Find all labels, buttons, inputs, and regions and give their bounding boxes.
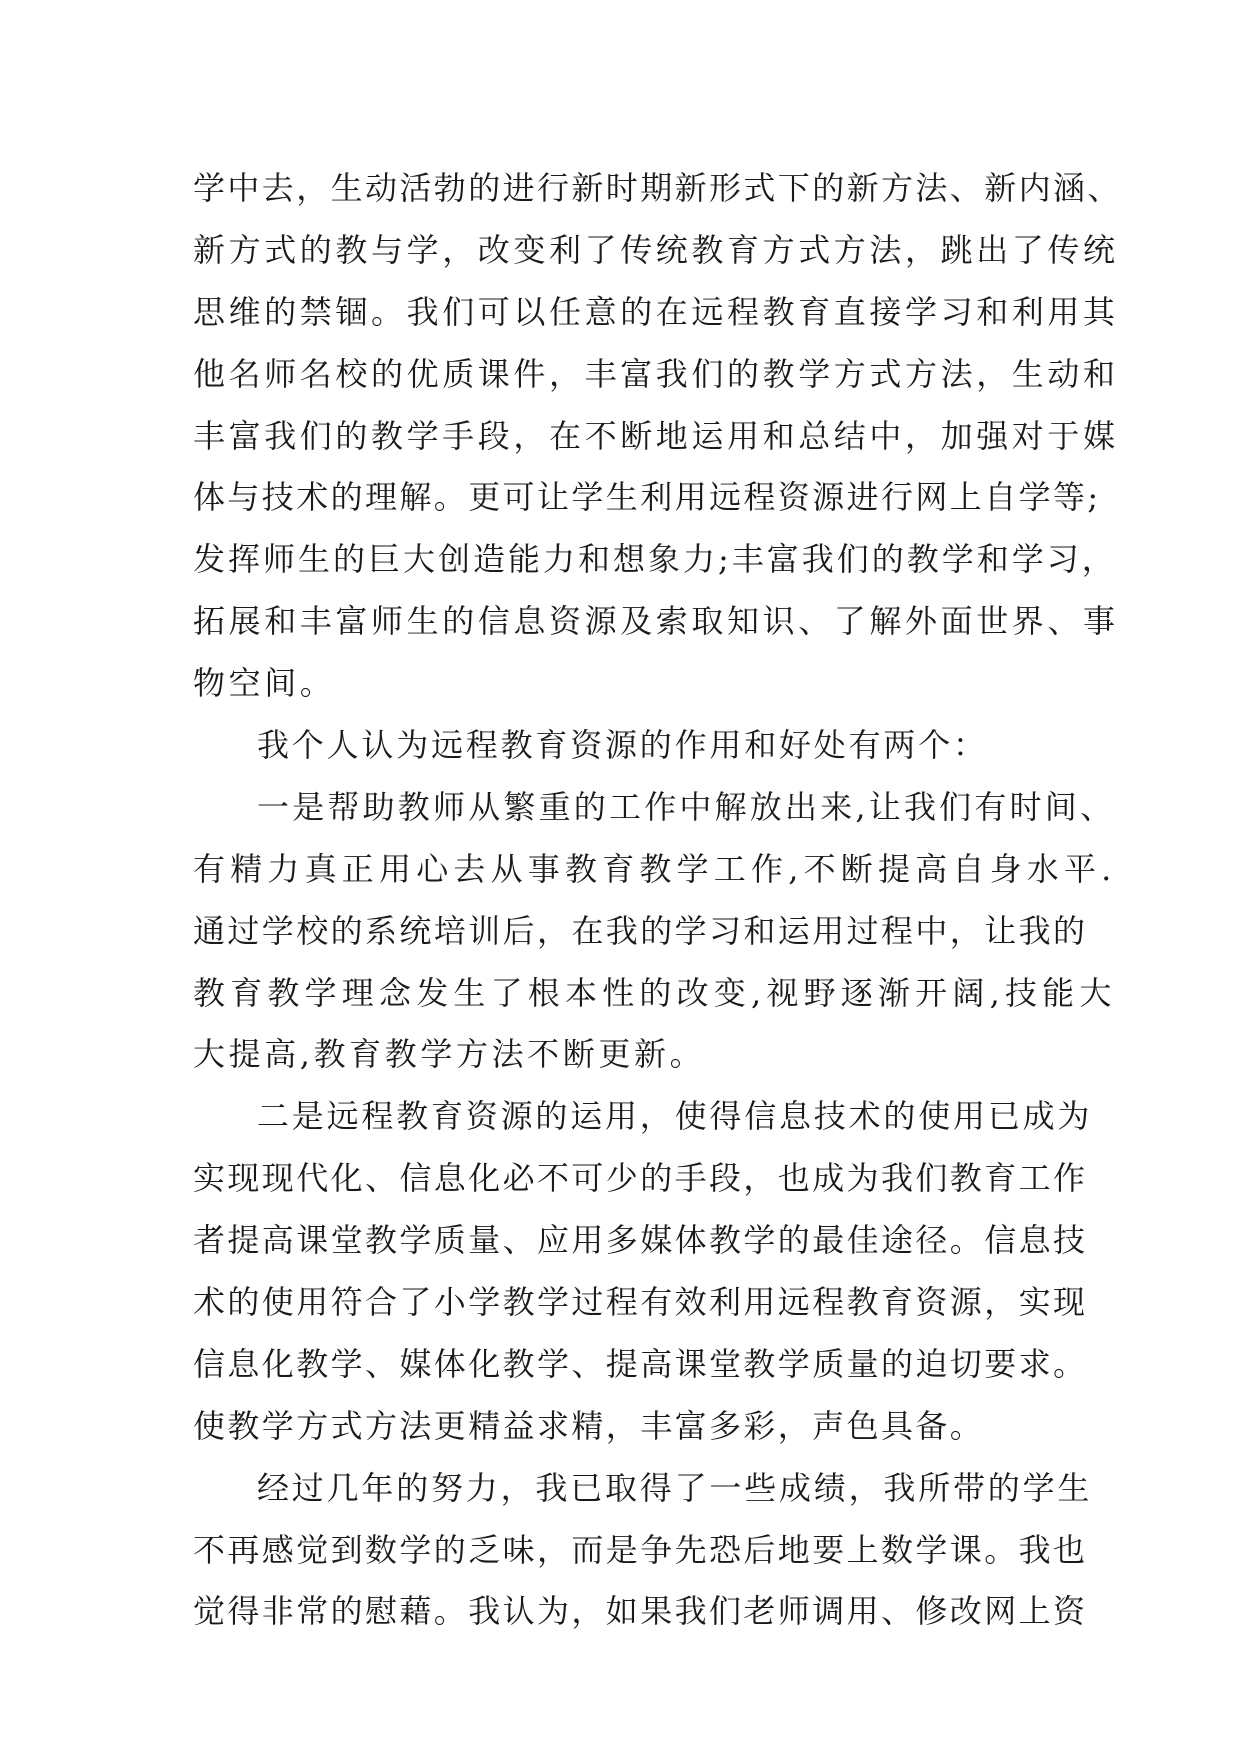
text-line: 术的使用符合了小学教学过程有效利用远程教育资源，实现 bbox=[193, 1283, 1088, 1322]
text-line: 我个人认为远程教育资源的作用和好处有两个： bbox=[257, 726, 988, 765]
text-line: 通过学校的系统培训后，在我的学习和运用过程中，让我的 bbox=[193, 911, 1088, 950]
text-line: 丰富我们的教学手段，在不断地运用和总结中，加强对于媒 bbox=[193, 416, 1119, 455]
text-line: 实现现代化、信息化必不可少的手段，也成为我们教育工作 bbox=[193, 1159, 1088, 1198]
text-line: 发挥师生的巨大创造能力和想象力;丰富我们的教学和学习， bbox=[193, 540, 1117, 579]
text-line: 不再感觉到数学的乏味，而是争先恐后地要上数学课。我也 bbox=[193, 1530, 1088, 1569]
text-line: 体与技术的理解。更可让学生利用远程资源进行网上自学等; bbox=[193, 478, 1101, 517]
text-line: 一是帮助教师从繁重的工作中解放出来,让我们有时间、 bbox=[257, 787, 1116, 826]
body-text bbox=[193, 158, 1122, 1643]
text-line: 思维的禁锢。我们可以任意的在远程教育直接学习和利用其 bbox=[193, 292, 1119, 331]
text-line: 经过几年的努力，我已取得了一些成绩，我所带的学生 bbox=[257, 1468, 1093, 1507]
text-line: 二是远程教育资源的运用，使得信息技术的使用已成为 bbox=[257, 1097, 1093, 1136]
text-line: 他名师名校的优质课件，丰富我们的教学方式方法，生动和 bbox=[193, 354, 1119, 393]
text-line: 使教学方式方法更精益求精，丰富多彩，声色具备。 bbox=[193, 1406, 985, 1445]
text-line: 拓展和丰富师生的信息资源及索取知识、了解外面世界、事 bbox=[193, 602, 1119, 641]
text-line: 物空间。 bbox=[193, 664, 336, 703]
text-line: 者提高课堂教学质量、应用多媒体教学的最佳途径。信息技 bbox=[193, 1221, 1088, 1260]
text-line: 有精力真正用心去从事教育教学工作,不断提高自身水平. bbox=[193, 849, 1117, 888]
text-line: 信息化教学、媒体化教学、提高课堂教学质量的迫切要求。 bbox=[193, 1344, 1088, 1383]
text-line: 新方式的教与学，改变利了传统教育方式方法，跳出了传统 bbox=[193, 230, 1119, 269]
text-line: 觉得非常的慰藉。我认为，如果我们老师调用、修改网上资 bbox=[193, 1592, 1088, 1631]
text-line: 教育教学理念发生了根本性的改变,视野逐渐开阔,技能大 bbox=[193, 973, 1117, 1012]
text-line: 学中去，生动活勃的进行新时期新形式下的新方法、新内涵、 bbox=[193, 169, 1122, 207]
text-line: 大提高,教育教学方法不断更新。 bbox=[193, 1035, 706, 1074]
